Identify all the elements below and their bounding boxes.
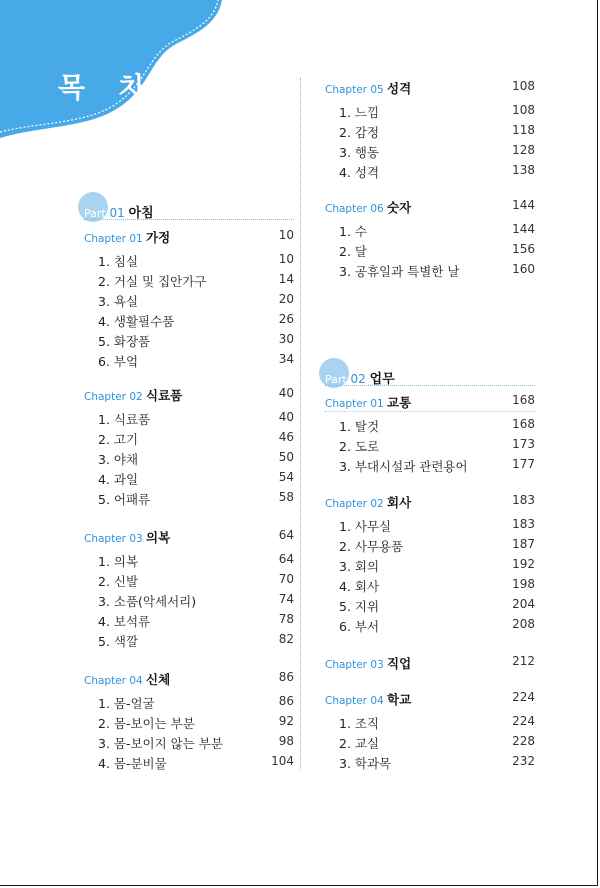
chapter-page: 144 <box>512 198 535 212</box>
item-page: 177 <box>512 457 535 471</box>
item-label: 3. 욕실 <box>98 294 139 309</box>
chapter-title: 숫자 <box>387 200 412 215</box>
item-label: 2. 몸-보이는 부분 <box>98 716 195 731</box>
item-page: 232 <box>512 754 535 768</box>
item-page: 198 <box>512 577 535 591</box>
toc-item <box>84 694 294 712</box>
item-label: 5. 화장품 <box>98 334 151 349</box>
chapter-prefix: Chapter 06 <box>325 203 388 215</box>
chapter-label <box>84 386 182 404</box>
part-number: 01 <box>105 206 129 220</box>
chapter-heading <box>325 393 535 411</box>
chapter-prefix: Chapter 01 <box>325 398 388 410</box>
item-label: 3. 몸-보이지 않는 부분 <box>98 736 223 751</box>
toc-item <box>325 714 535 732</box>
toc-item <box>84 312 294 330</box>
item-label: 5. 지위 <box>339 599 380 614</box>
chapter-label <box>84 670 170 688</box>
item-page: 183 <box>512 517 535 531</box>
item-label: 1. 사무실 <box>339 519 392 534</box>
chapter-prefix: Chapter 02 <box>84 391 147 403</box>
item-label: 4. 생활필수품 <box>98 314 175 329</box>
part-prefix: Part <box>325 373 347 386</box>
item-label: 1. 의복 <box>98 554 139 569</box>
toc-item <box>325 577 535 595</box>
chapter-heading <box>84 528 294 546</box>
part-underline <box>325 385 535 386</box>
item-page: 74 <box>278 592 294 606</box>
toc-item <box>325 617 535 635</box>
toc-item <box>325 242 535 260</box>
item-label: 4. 회사 <box>339 579 380 594</box>
toc-item <box>84 714 294 732</box>
chapter-page: 183 <box>512 493 535 507</box>
item-page: 86 <box>278 694 294 708</box>
toc-item <box>84 592 294 610</box>
part-prefix: Part <box>84 207 106 220</box>
item-label: 3. 회의 <box>339 559 380 574</box>
chapter-label <box>84 228 170 246</box>
item-page: 204 <box>512 597 535 611</box>
toc-item <box>84 470 294 488</box>
chapter-label <box>325 79 411 97</box>
chapter-page: 86 <box>278 670 294 684</box>
item-page: 224 <box>512 714 535 728</box>
chapter-prefix: Chapter 04 <box>325 695 388 707</box>
item-page: 118 <box>512 123 535 137</box>
chapter-page: 40 <box>278 386 294 400</box>
chapter-title: 교통 <box>387 395 412 410</box>
item-page: 26 <box>278 312 294 326</box>
toc-item <box>325 163 535 181</box>
item-label: 1. 몸-얼굴 <box>98 696 155 711</box>
item-label: 4. 보석류 <box>98 614 151 629</box>
chapter-underline <box>325 411 535 412</box>
item-label: 3. 행동 <box>339 145 380 160</box>
item-label: 1. 탈것 <box>339 419 380 434</box>
chapter-heading <box>84 386 294 404</box>
chapter-heading <box>325 493 535 511</box>
chapter-title: 직업 <box>387 656 412 671</box>
part-title: 업무 <box>369 372 395 387</box>
toc-item <box>325 417 535 435</box>
item-label: 1. 조직 <box>339 716 380 731</box>
toc-item <box>84 754 294 772</box>
item-page: 78 <box>278 612 294 626</box>
toc-item <box>84 552 294 570</box>
column-divider <box>300 78 301 770</box>
item-label: 3. 소품(악세서리) <box>98 594 197 609</box>
item-label: 6. 부엌 <box>98 354 139 369</box>
chapter-prefix: Chapter 03 <box>325 659 388 671</box>
item-page: 160 <box>512 262 535 276</box>
item-page: 14 <box>278 272 294 286</box>
toc-item <box>325 103 535 121</box>
item-page: 138 <box>512 163 535 177</box>
toc-item <box>325 517 535 535</box>
chapter-prefix: Chapter 03 <box>84 533 147 545</box>
chapter-title: 학교 <box>387 692 412 707</box>
page-title: 목 차 <box>58 71 158 104</box>
chapter-heading <box>325 654 535 672</box>
item-page: 34 <box>278 352 294 366</box>
toc-item <box>325 597 535 615</box>
chapter-page: 108 <box>512 79 535 93</box>
toc-item <box>84 612 294 630</box>
chapter-title: 회사 <box>387 495 412 510</box>
item-page: 168 <box>512 417 535 431</box>
item-page: 30 <box>278 332 294 346</box>
toc-item <box>84 292 294 310</box>
chapter-prefix: Chapter 01 <box>84 233 147 245</box>
item-page: 187 <box>512 537 535 551</box>
item-page: 54 <box>278 470 294 484</box>
part-title: 아침 <box>128 206 154 221</box>
item-page: 173 <box>512 437 535 451</box>
chapter-heading <box>325 690 535 708</box>
chapter-heading <box>84 670 294 688</box>
chapter-label <box>325 690 411 708</box>
item-page: 108 <box>512 103 535 117</box>
toc-item <box>325 734 535 752</box>
item-page: 208 <box>512 617 535 631</box>
item-label: 3. 학과목 <box>339 756 392 771</box>
item-label: 2. 사무용품 <box>339 539 404 554</box>
toc-item <box>325 437 535 455</box>
chapter-heading <box>325 198 535 216</box>
item-label: 2. 교실 <box>339 736 380 751</box>
item-page: 98 <box>278 734 294 748</box>
chapter-label <box>325 393 411 411</box>
chapter-prefix: Chapter 02 <box>325 498 388 510</box>
item-label: 3. 부대시설과 관련용어 <box>339 459 468 474</box>
item-label: 2. 감정 <box>339 125 380 140</box>
item-label: 2. 거실 및 집안가구 <box>98 274 207 289</box>
toc-item <box>325 537 535 555</box>
toc-item <box>325 262 535 280</box>
chapter-title: 식료품 <box>146 388 183 403</box>
chapter-page: 64 <box>278 528 294 542</box>
item-label: 2. 달 <box>339 244 367 259</box>
item-page: 40 <box>278 410 294 424</box>
toc-item <box>84 632 294 650</box>
chapter-page: 212 <box>512 654 535 668</box>
item-label: 5. 색깔 <box>98 634 139 649</box>
chapter-label <box>325 493 411 511</box>
chapter-label <box>84 528 170 546</box>
item-label: 1. 느낌 <box>339 105 380 120</box>
chapter-prefix: Chapter 05 <box>325 84 388 96</box>
toc-item <box>84 450 294 468</box>
item-label: 2. 고기 <box>98 432 139 447</box>
chapter-prefix: Chapter 04 <box>84 675 147 687</box>
item-label: 6. 부서 <box>339 619 380 634</box>
item-page: 228 <box>512 734 535 748</box>
part-number: 02 <box>346 372 370 386</box>
chapter-page: 224 <box>512 690 535 704</box>
part-heading <box>84 202 294 230</box>
toc-item <box>325 557 535 575</box>
chapter-title: 성격 <box>387 81 412 96</box>
item-page: 58 <box>278 490 294 504</box>
item-page: 192 <box>512 557 535 571</box>
toc-item <box>84 430 294 448</box>
item-page: 50 <box>278 450 294 464</box>
item-page: 20 <box>278 292 294 306</box>
item-page: 128 <box>512 143 535 157</box>
toc-item <box>84 352 294 370</box>
toc-item <box>84 734 294 752</box>
chapter-page: 10 <box>278 228 294 242</box>
item-page: 10 <box>278 252 294 266</box>
item-page: 156 <box>512 242 535 256</box>
toc-item <box>325 457 535 475</box>
chapter-label <box>325 198 411 216</box>
item-page: 46 <box>278 430 294 444</box>
toc-item <box>325 754 535 772</box>
item-page: 70 <box>278 572 294 586</box>
item-label: 1. 식료품 <box>98 412 151 427</box>
chapter-title: 가정 <box>146 230 171 245</box>
part-heading <box>325 368 535 396</box>
toc-item <box>84 272 294 290</box>
item-page: 82 <box>278 632 294 646</box>
item-label: 3. 야채 <box>98 452 139 467</box>
item-label: 2. 신발 <box>98 574 139 589</box>
item-page: 104 <box>271 754 294 768</box>
part-underline <box>84 219 294 220</box>
item-label: 2. 도로 <box>339 439 380 454</box>
toc-item <box>84 252 294 270</box>
toc-item <box>84 332 294 350</box>
chapter-title: 의복 <box>146 530 171 545</box>
item-page: 144 <box>512 222 535 236</box>
chapter-label <box>325 654 411 672</box>
chapter-page: 168 <box>512 393 535 407</box>
item-page: 92 <box>278 714 294 728</box>
toc-item <box>84 490 294 508</box>
chapter-title: 신체 <box>146 672 171 687</box>
item-label: 3. 공휴일과 특별한 날 <box>339 264 460 279</box>
chapter-heading <box>84 228 294 246</box>
chapter-heading <box>325 79 535 97</box>
toc-item <box>325 222 535 240</box>
item-label: 4. 성격 <box>339 165 380 180</box>
item-label: 4. 몸-분비물 <box>98 756 167 771</box>
item-label: 1. 수 <box>339 224 367 239</box>
item-label: 1. 침실 <box>98 254 139 269</box>
toc-item <box>325 143 535 161</box>
toc-item <box>84 572 294 590</box>
item-label: 4. 과일 <box>98 472 139 487</box>
toc-item <box>84 410 294 428</box>
item-page: 64 <box>278 552 294 566</box>
item-label: 5. 어패류 <box>98 492 151 507</box>
toc-item <box>325 123 535 141</box>
